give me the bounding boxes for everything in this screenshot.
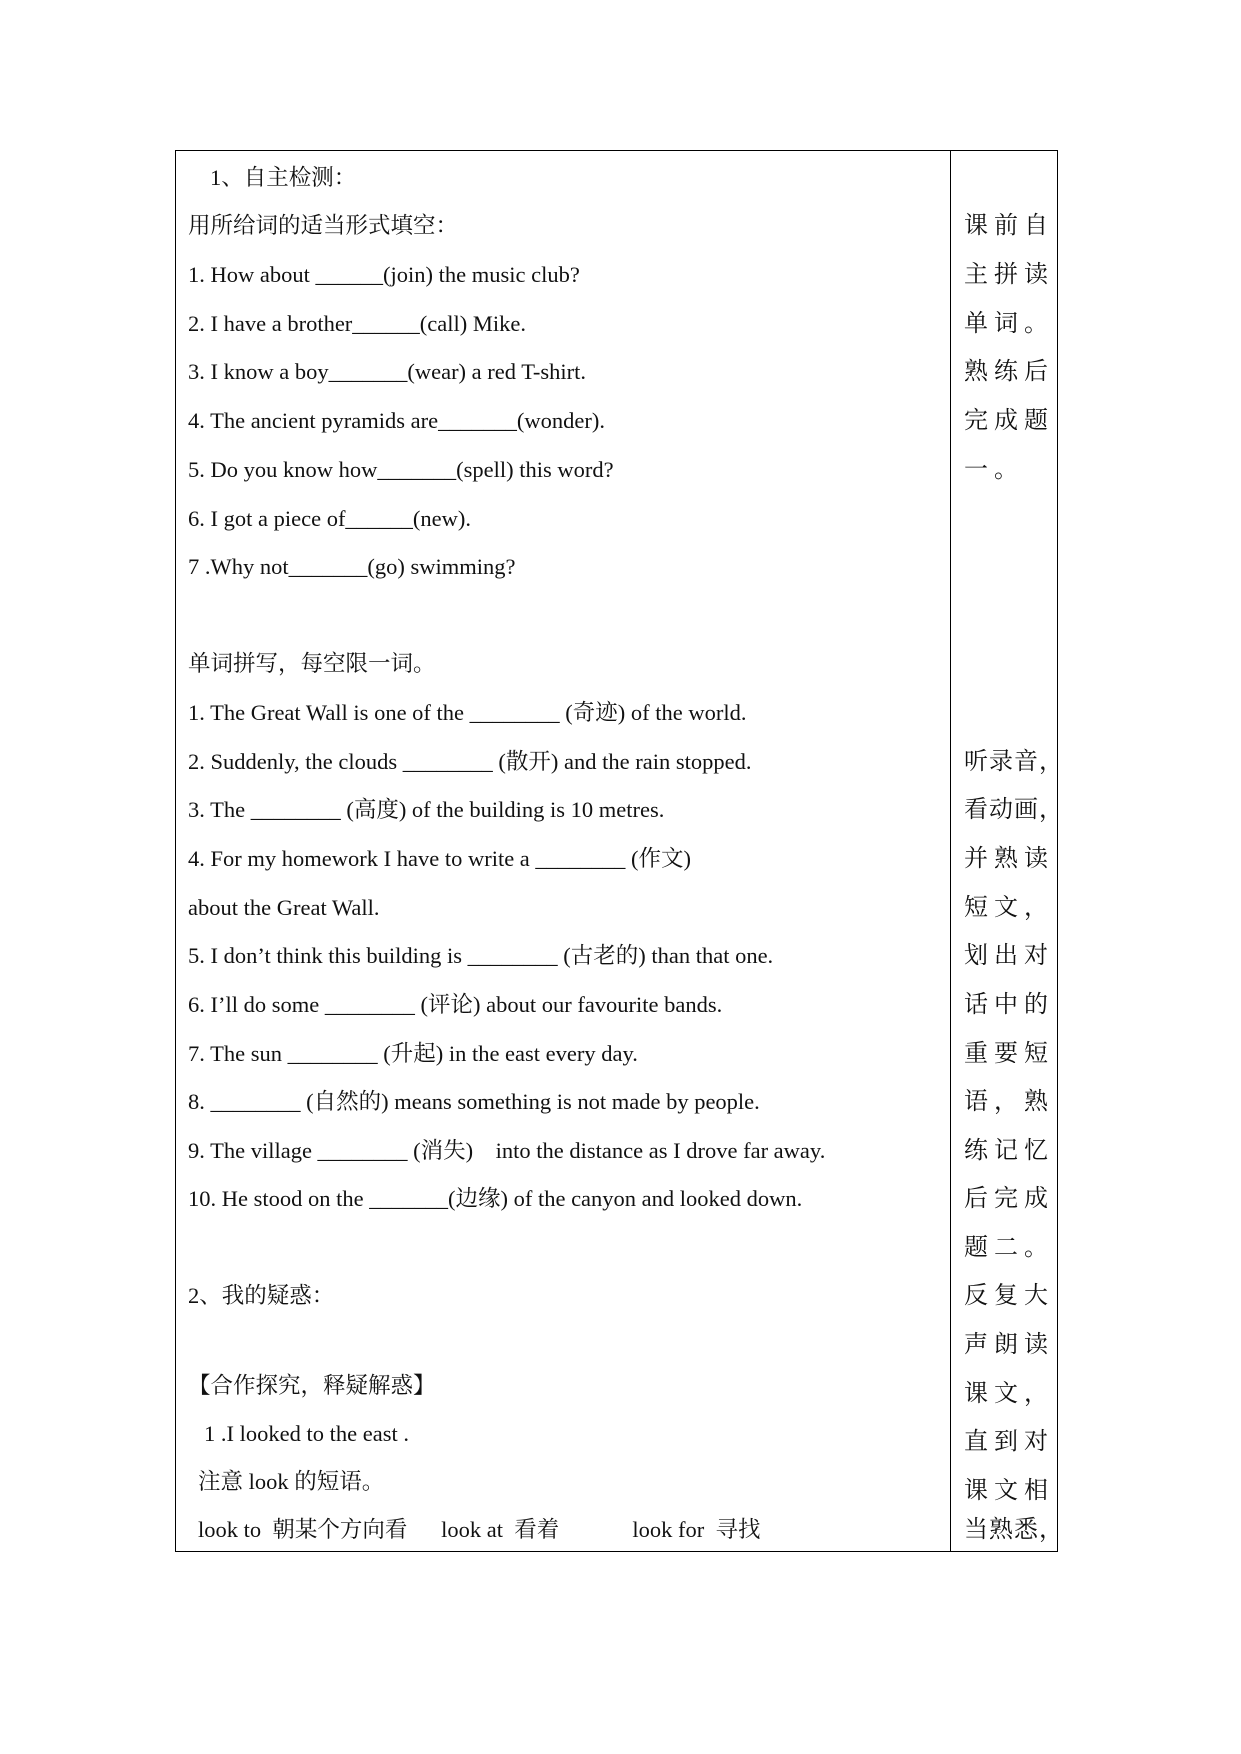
side-note-line: 主拼读 bbox=[964, 262, 1054, 288]
side-note-line: 题二。 bbox=[964, 1235, 1054, 1261]
side-note-line: 重要短 bbox=[964, 1041, 1054, 1067]
side-note-line: 声朗读 bbox=[964, 1332, 1054, 1358]
section2-heading: 2、我的疑惑： bbox=[188, 1283, 335, 1308]
exercise-item: 7 .Why not_______(go) swimming? bbox=[188, 554, 516, 579]
section3-heading: 【合作探究，释疑解惑】 bbox=[188, 1373, 436, 1398]
side-note-line: 一。 bbox=[964, 457, 1024, 483]
side-note-line: 熟练后 bbox=[964, 359, 1054, 385]
exercise-item: 4. The ancient pyramids are_______(wonder). bbox=[188, 408, 605, 433]
side-note-line: 课文， bbox=[964, 1381, 1054, 1407]
side-note-line: 听录音， bbox=[964, 749, 1064, 775]
spelling-item: 6. I’ll do some ________ (评论) about our favourite bands. bbox=[188, 992, 723, 1017]
spelling-item: 10. He stood on the _______(边缘) of the canyon and looked down. bbox=[188, 1186, 803, 1211]
column-divider bbox=[950, 151, 951, 1551]
spelling-item: 4. For my homework I have to write a ________ (作文) bbox=[188, 846, 692, 871]
section3-phrases: look to 朝某个方向看 look at 看着 look for 寻找 bbox=[198, 1517, 761, 1542]
side-note-line: 划出对 bbox=[964, 943, 1054, 969]
exercise-item: 3. I know a boy_______(wear) a red T-shirt. bbox=[188, 359, 587, 384]
spelling-item: 2. Suddenly, the clouds ________ (散开) and the rain stopped. bbox=[188, 749, 752, 774]
spelling-item: 1. The Great Wall is one of the ________ (奇迹) of the world. bbox=[188, 700, 747, 725]
spelling-item: 8. ________ (自然的) means something is not made by people. bbox=[188, 1089, 760, 1114]
side-note-line: 完成题 bbox=[964, 408, 1054, 434]
spelling-item: 7. The sun ________ (升起) in the east every day. bbox=[188, 1041, 638, 1066]
side-note-line: 单词。 bbox=[964, 311, 1054, 337]
side-note-line: 练记忆 bbox=[964, 1138, 1054, 1164]
side-note-line: 后完成 bbox=[964, 1186, 1054, 1212]
spelling-item: 5. I don’t think this building is ________ (古老的) than that one. bbox=[188, 943, 774, 968]
side-note-line: 看动画， bbox=[964, 797, 1064, 823]
side-note-line: 课前自 bbox=[964, 213, 1054, 239]
side-note-line: 话中的 bbox=[964, 992, 1054, 1018]
side-note-line: 直到对 bbox=[964, 1429, 1054, 1455]
side-note-line: 语，熟 bbox=[964, 1089, 1054, 1115]
spelling-item: 9. The village ________ (消失) into the distance as I drove far away. bbox=[188, 1138, 826, 1163]
study-table bbox=[175, 150, 1064, 1552]
spelling-item: 3. The ________ (高度) of the building is 10 metres. bbox=[188, 797, 665, 822]
spelling-item-continuation: about the Great Wall. bbox=[188, 895, 380, 920]
side-note-line: 并熟读 bbox=[964, 846, 1054, 872]
section1-heading: 1、自主检测： bbox=[210, 165, 357, 190]
section3-item: 1 .I looked to the east . bbox=[204, 1421, 409, 1446]
side-note-line: 课文相 bbox=[964, 1478, 1054, 1504]
part2-instruction: 单词拼写，每空限一词。 bbox=[188, 651, 436, 676]
exercise-item: 5. Do you know how_______(spell) this word? bbox=[188, 457, 614, 482]
section3-note: 注意 look 的短语。 bbox=[198, 1469, 385, 1494]
exercise-item: 6. I got a piece of______(new). bbox=[188, 506, 472, 531]
side-note-line: 当熟悉， bbox=[964, 1517, 1064, 1543]
part1-instruction: 用所给词的适当形式填空： bbox=[188, 213, 459, 238]
exercise-item: 1. How about ______(join) the music club? bbox=[188, 262, 580, 287]
exercise-item: 2. I have a brother______(call) Mike. bbox=[188, 311, 527, 336]
side-note-line: 短文， bbox=[964, 895, 1054, 921]
side-note-line: 反复大 bbox=[964, 1283, 1054, 1309]
